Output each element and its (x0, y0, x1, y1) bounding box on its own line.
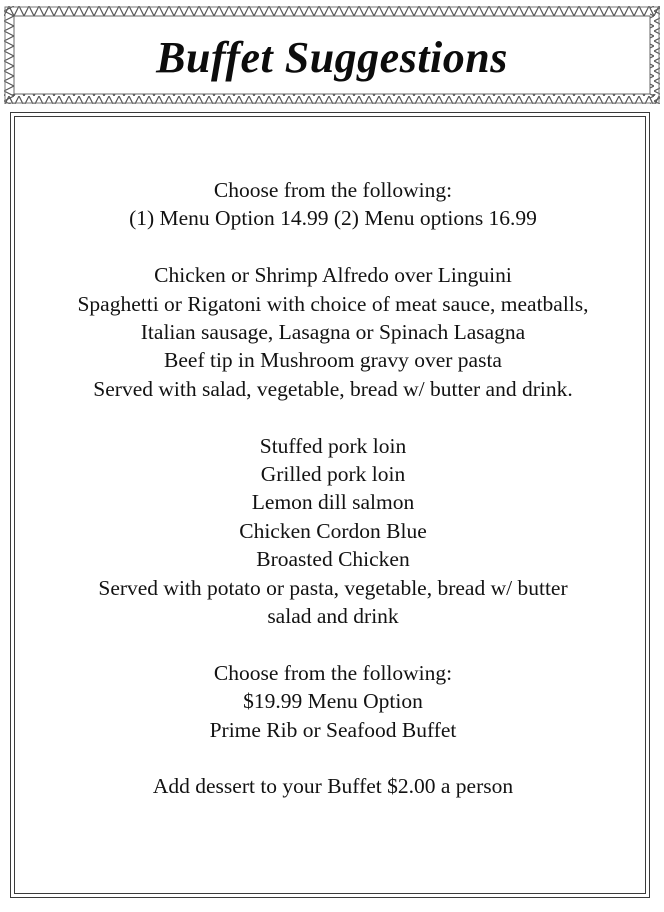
menu-line: salad and drink (267, 604, 399, 629)
menu-line: Choose from the following: (213, 660, 453, 685)
page-title: Buffet Suggestions (156, 33, 508, 82)
menu-section-entrees (10, 432, 656, 631)
menu-line: Chicken Cordon Blue (239, 518, 427, 543)
menu-section-premium (10, 659, 656, 744)
menu-content (10, 176, 656, 801)
menu-line: Served with salad, vegetable, bread w/ butter and drink. (93, 376, 573, 401)
menu-section-pasta (10, 261, 656, 403)
menu-line: Served with potato or pasta, vegetable, bread w/ butter (98, 575, 568, 600)
menu-line: Stuffed pork loin (259, 433, 407, 458)
menu-section-dessert (10, 772, 656, 800)
menu-line: Add dessert to your Buffet $2.00 a person (152, 774, 514, 799)
menu-line: Prime Rib or Seafood Buffet (209, 717, 457, 742)
menu-line: $19.99 Menu Option (243, 689, 423, 714)
menu-line: Chicken or Shrimp Alfredo over Linguini (154, 263, 512, 288)
menu-line: Italian sausage, Lasagna or Spinach Lasagna (140, 320, 526, 345)
menu-line: Beef tip in Mushroom gravy over pasta (164, 348, 502, 373)
menu-line: Grilled pork loin (260, 462, 406, 487)
menu-section-options (10, 176, 656, 233)
menu-line: Choose from the following: (213, 178, 453, 202)
menu-line: (1) Menu Option 14.99 (2) Menu options 16.99 (129, 206, 537, 231)
menu-line: Broasted Chicken (256, 547, 410, 572)
title-banner (4, 6, 660, 104)
menu-line: Lemon dill salmon (251, 490, 415, 515)
menu-line: Spaghetti or Rigatoni with choice of meat sauce, meatballs, (77, 291, 589, 316)
